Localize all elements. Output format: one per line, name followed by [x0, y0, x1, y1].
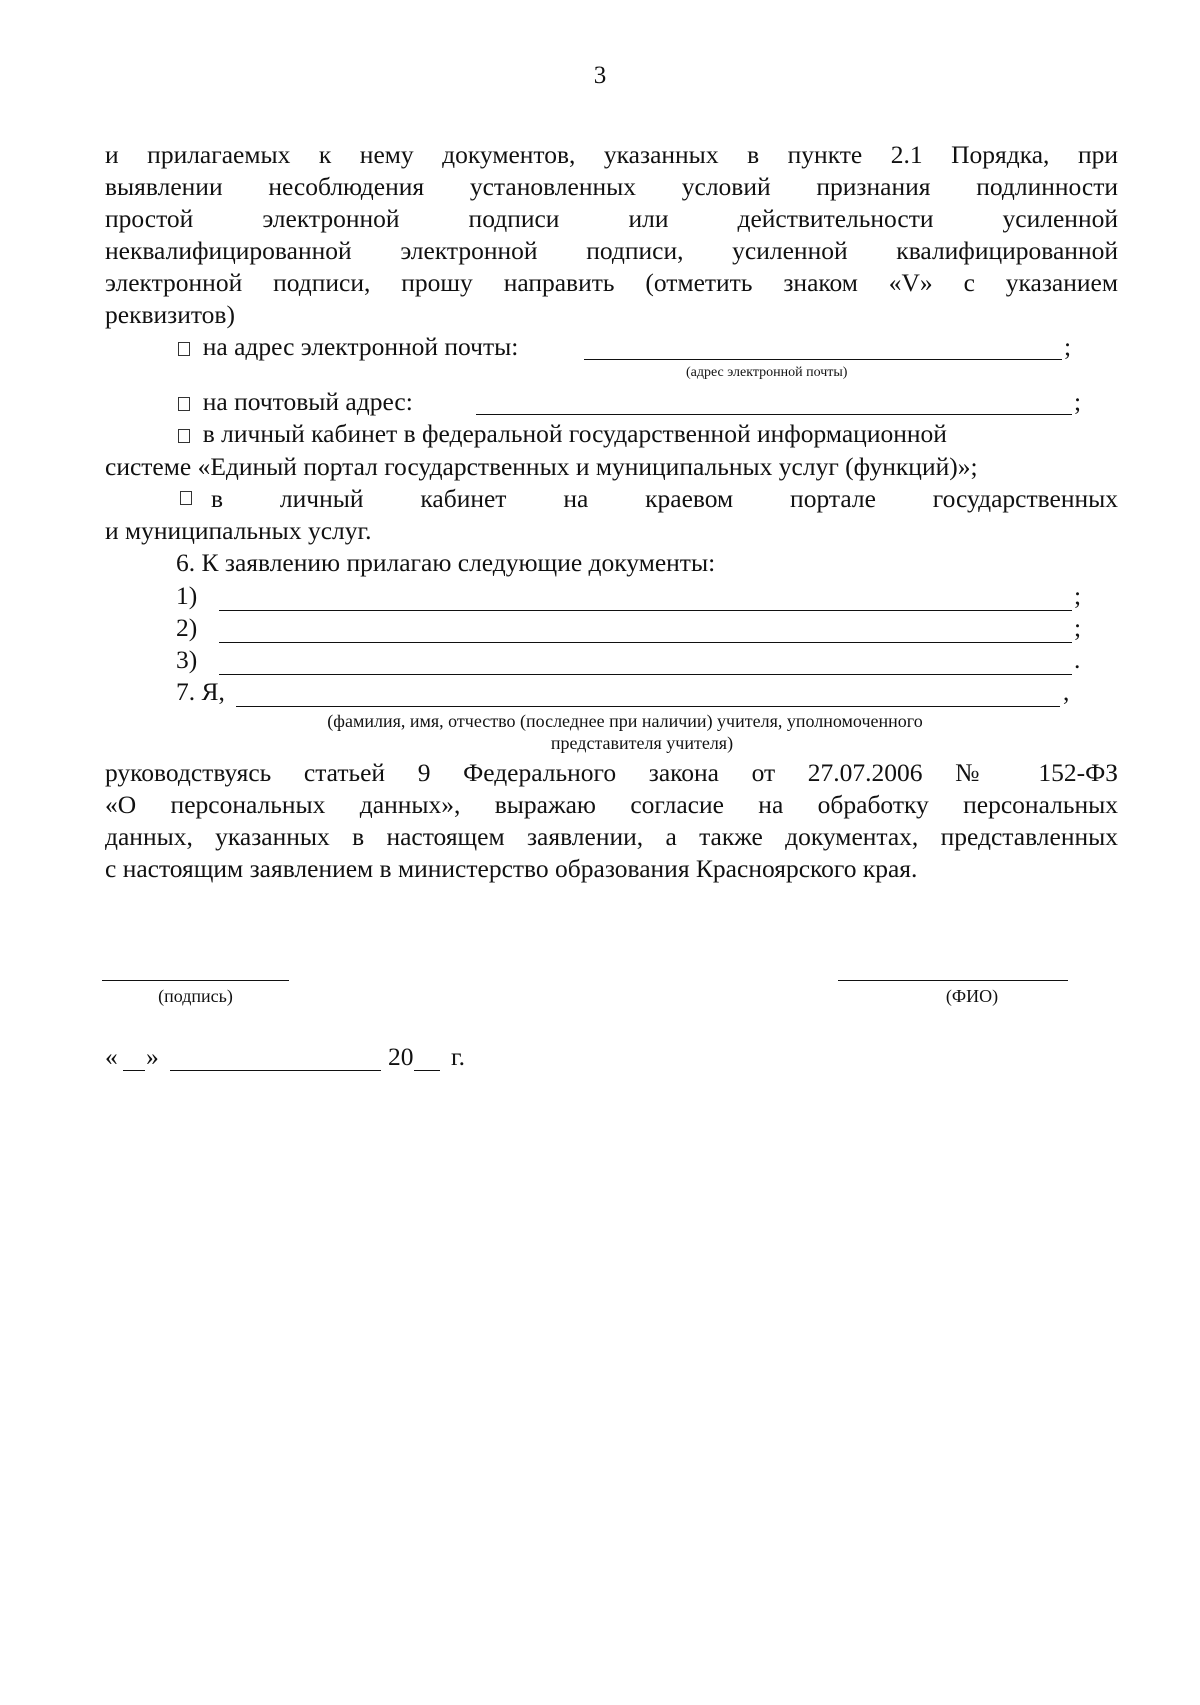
intro-line-4: неквалифицированной электронной подписи, усиленной квалифицированной — [105, 236, 1118, 265]
option-email-end: ; — [1064, 332, 1072, 361]
full-name-line[interactable] — [838, 980, 1068, 981]
signature-label: (подпись) — [158, 986, 233, 1006]
consent-line-1: руководствуясь статьей 9 Федерального закона от 27.07.2006 № 152-ФЗ — [105, 758, 1118, 787]
document-item-1-line[interactable] — [219, 610, 1072, 611]
consent-line-4: с настоящим заявлением в министерство образования Красноярского края. — [105, 854, 918, 883]
intro-line-3: простой электронной подписи или действительности усиленной — [105, 204, 1118, 233]
email-hint: (адрес электронной почты) — [686, 365, 848, 380]
full-name-label: (ФИО) — [945, 986, 999, 1006]
consent-line-2: «О персональных данных», выражаю согласие на обработку персональных — [105, 790, 1118, 819]
postal-input-line[interactable] — [476, 414, 1072, 415]
intro-line-2: выявлении несоблюдения установленных условий признания подлинности — [105, 172, 1118, 201]
option-postal — [178, 386, 413, 418]
consent-hint-line1: (фамилия, имя, отчество (последнее при наличии) учителя, уполномоченного — [327, 711, 923, 731]
option-email — [178, 331, 518, 363]
option-federal-portal-line1: в личный кабинет в федеральной государственной информационной — [202, 419, 947, 448]
document-item-3-line[interactable] — [219, 674, 1072, 675]
checkbox-federal-portal[interactable] — [178, 429, 190, 443]
date-month-line[interactable] — [170, 1070, 381, 1071]
option-postal-label: на почтовый адрес: — [202, 387, 413, 416]
option-federal-portal — [178, 418, 947, 450]
intro-line-6: реквизитов) — [105, 300, 235, 329]
consent-prefix: 7. Я, — [176, 677, 225, 706]
checkbox-email[interactable] — [178, 342, 190, 356]
consent-line-3: данных, указанных в настоящем заявлении, а также документах, представленных — [105, 822, 1118, 851]
checkbox-regional-portal[interactable] — [180, 491, 192, 505]
document-item-1-num: 1) — [176, 581, 198, 610]
consent-end: , — [1063, 677, 1070, 706]
documents-heading: 6. К заявлению прилагаю следующие документы: — [176, 548, 716, 577]
checkbox-postal[interactable] — [178, 397, 190, 411]
signature-line[interactable] — [102, 980, 289, 981]
intro-line-1: и прилагаемых к нему документов, указанных в пункте 2.1 Порядка, при — [105, 140, 1118, 169]
consent-hint-line2: представителя учителя) — [550, 733, 734, 753]
option-regional-portal-line1: в личный кабинет на краевом портале государственных — [211, 484, 1118, 513]
document-item-3-end: . — [1074, 645, 1081, 674]
intro-line-5: электронной подписи, прошу направить (отметить знаком «V» с указанием — [105, 268, 1118, 297]
document-item-2-line[interactable] — [219, 642, 1072, 643]
consent-name-line[interactable] — [236, 706, 1060, 707]
document-item-3-num: 3) — [176, 645, 198, 674]
document-item-2-end: ; — [1074, 613, 1082, 642]
date-year-suffix: г. — [451, 1042, 465, 1071]
option-email-label: на адрес электронной почты: — [202, 332, 519, 361]
option-regional-portal-line2: и муниципальных услуг. — [105, 516, 372, 545]
option-federal-portal-line2: системе «Единый портал государственных и муниципальных услуг (функций)»; — [105, 452, 978, 481]
page-number: 3 — [593, 62, 607, 89]
date-year-prefix: 20 — [388, 1042, 414, 1071]
email-input-line[interactable] — [584, 359, 1062, 360]
option-postal-end: ; — [1074, 387, 1082, 416]
date-day-line[interactable] — [123, 1070, 145, 1071]
date-open-quote: « — [105, 1042, 118, 1071]
document-item-1-end: ; — [1074, 581, 1082, 610]
date-close-quote: » — [146, 1042, 159, 1071]
document-item-2-num: 2) — [176, 613, 198, 642]
date-year-line[interactable] — [414, 1070, 440, 1071]
